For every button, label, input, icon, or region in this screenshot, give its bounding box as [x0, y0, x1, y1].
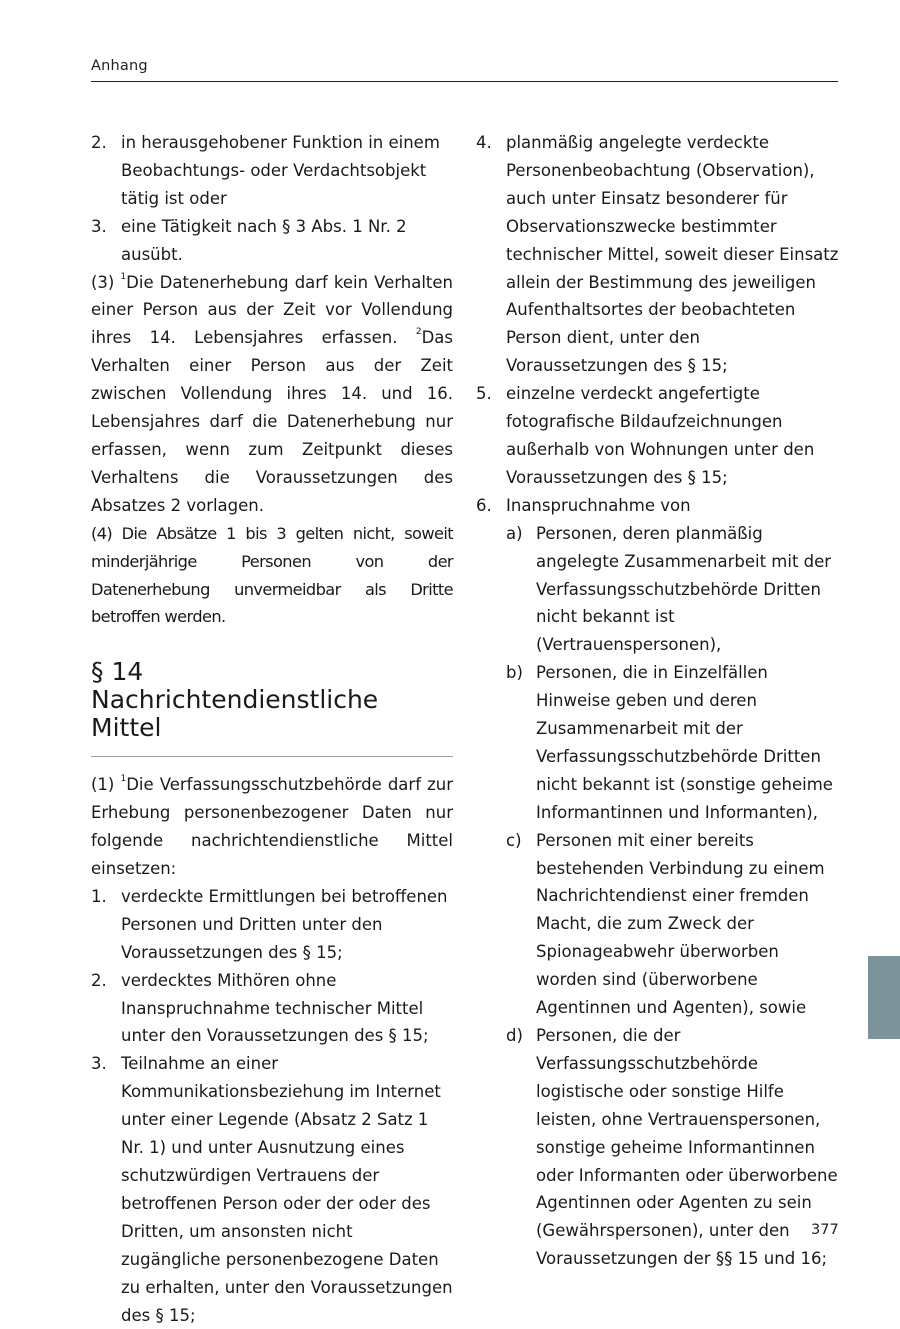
sub-list-item	[476, 659, 840, 826]
section-divider	[91, 756, 453, 757]
paragraph-label: (3)	[91, 272, 121, 292]
sub-list-item-letter: b)	[506, 663, 523, 683]
list-item-number: 5.	[476, 384, 492, 404]
paragraph-label: (1)	[91, 775, 121, 795]
list-item-number: 2.	[91, 970, 107, 990]
list-item	[91, 1050, 453, 1329]
list-item-text: verdecktes Mithören ohne Inanspruchnahme technischer Mittel unter den Voraussetzungen des § 15;	[121, 970, 429, 1046]
list-item-text: einzelne verdeckt angefertigte fotografische Bildaufzeichnungen außerhalb von Wohnungen unter den Voraussetzungen des § 15;	[506, 384, 815, 487]
sub-list-item-text: Personen, deren planmäßig angelegte Zusammenarbeit mit der Verfassungsschutzbehörde Dritten nicht bekannt ist (Vertrauenspersonen),	[536, 523, 832, 655]
list-item-text: in herausgehobener Funktion in einem Beobachtungs- oder Verdachtsobjekt tätig ist oder	[121, 133, 440, 208]
paragraph-text: Die Datenerhebung darf kein Verhalten einer Person aus der Zeit vor Vollendung ihres 14. Lebensjahres erfassen.	[91, 272, 453, 348]
paragraph-text: Die Verfassungsschutzbehörde darf zur Erhebung personenbezogener Daten nur folgende nachrichtendienstliche Mittel einsetzen:	[91, 775, 453, 879]
sentence-number: 1	[120, 271, 127, 282]
sub-list-item-text: Personen mit einer bereits bestehenden Verbindung zu einem Nachrichtendienst einer fremden Macht, die zum Zweck der Spionageabwehr überworben worden sind (überworbene Agentinnen und Agenten), sowie	[536, 830, 825, 1018]
sub-list-item-text: Personen, die der Verfassungsschutzbehörde logistische oder sonstige Hilfe leisten, ohne Vertrauenspersonen, sonstige geheime Informantinnen oder Informanten oder überworbene Agentinnen oder Agenten zu sein (Gewährspersonen), unter den Voraussetzungen der §§ 15 und 16;	[536, 1026, 838, 1269]
list-item	[476, 492, 840, 520]
list-item-number: 6.	[476, 495, 492, 515]
sentence-number: 2	[415, 327, 422, 338]
right-column	[476, 129, 840, 1273]
paragraph-4: (4) Die Absätze 1 bis 3 gelten nicht, soweit minderjährige Personen von der Datenerhebung unvermeidbar als Dritte betroffen werden.	[91, 523, 453, 627]
section-title: Nachrichtendienstliche Mittel	[91, 685, 379, 743]
list-item	[476, 380, 840, 492]
paragraph-3	[91, 269, 453, 520]
section-heading	[91, 658, 453, 742]
list-item-number: 1.	[91, 886, 107, 906]
list-item	[91, 213, 453, 269]
sub-list-item-letter: c)	[506, 830, 522, 850]
paragraph-text: Das Verhalten einer Person aus der Zeit zwischen Vollendung ihres 14. und 16. Lebensjahres darf die Datenerhebung nur erfassen, wenn zum Zeitpunkt dieses Verhaltens die Voraussetzungen des Absatzes 2 vorlagen.	[91, 328, 453, 515]
running-header: Anhang	[91, 58, 148, 74]
list-item	[91, 967, 453, 1051]
list-item-text: eine Tätigkeit nach § 3 Abs. 1 Nr. 2 ausübt.	[121, 216, 407, 264]
list-item	[476, 129, 840, 380]
list-item-text: planmäßig angelegte verdeckte Personenbeobachtung (Observation), auch unter Einsatz besonderer für Observationszwecke bestimmter technischer Mittel, soweit dieser Einsatz allein der Bestimmung des jeweiligen Aufenthaltsortes der beobachteten Person dient, unter den Voraussetzungen des § 15;	[506, 133, 839, 376]
list-item	[91, 129, 453, 213]
sub-list-item-letter: d)	[506, 1026, 523, 1045]
list-item	[91, 883, 453, 967]
list-item-text: Teilnahme an einer Kommunikationsbeziehung im Internet unter einer Legende (Absatz 2 Satz 1 Nr. 1) und unter Ausnutzung eines schutzwürdigen Vertrauens der betroffenen Person oder der oder des Dritten, um ansonsten nicht zugängliche personenbezogene Daten zu erhalten, unter den Voraussetzungen des § 15;	[121, 1054, 453, 1325]
paragraph-1	[91, 771, 453, 883]
list-item-text: Inanspruchnahme von	[506, 495, 691, 515]
list-item-number: 3.	[91, 1054, 107, 1074]
section-number: § 14	[91, 657, 144, 687]
list-item-text: verdeckte Ermittlungen bei betroffenen Personen und Dritten unter den Voraussetzungen des § 15;	[121, 886, 448, 962]
sentence-number: 1	[120, 774, 127, 785]
page-number: 377	[811, 1222, 839, 1238]
header-divider	[91, 81, 838, 82]
chapter-tab-marker	[868, 956, 900, 1039]
list-item-number: 3.	[91, 216, 107, 236]
sub-list-item-letter: a)	[506, 523, 523, 543]
sub-list-item	[476, 827, 840, 1022]
sub-list-item	[476, 520, 840, 660]
sub-list-item-text: Personen, die in Einzelfällen Hinweise geben und deren Zusammenarbeit mit der Verfassungsschutzbehörde Dritten nicht bekannt ist (sonstige geheime Informantinnen und Informanten),	[536, 663, 833, 822]
list-item-number: 4.	[476, 133, 492, 152]
list-item-number: 2.	[91, 133, 107, 152]
sub-list-item	[476, 1022, 840, 1273]
left-column	[91, 129, 453, 1329]
